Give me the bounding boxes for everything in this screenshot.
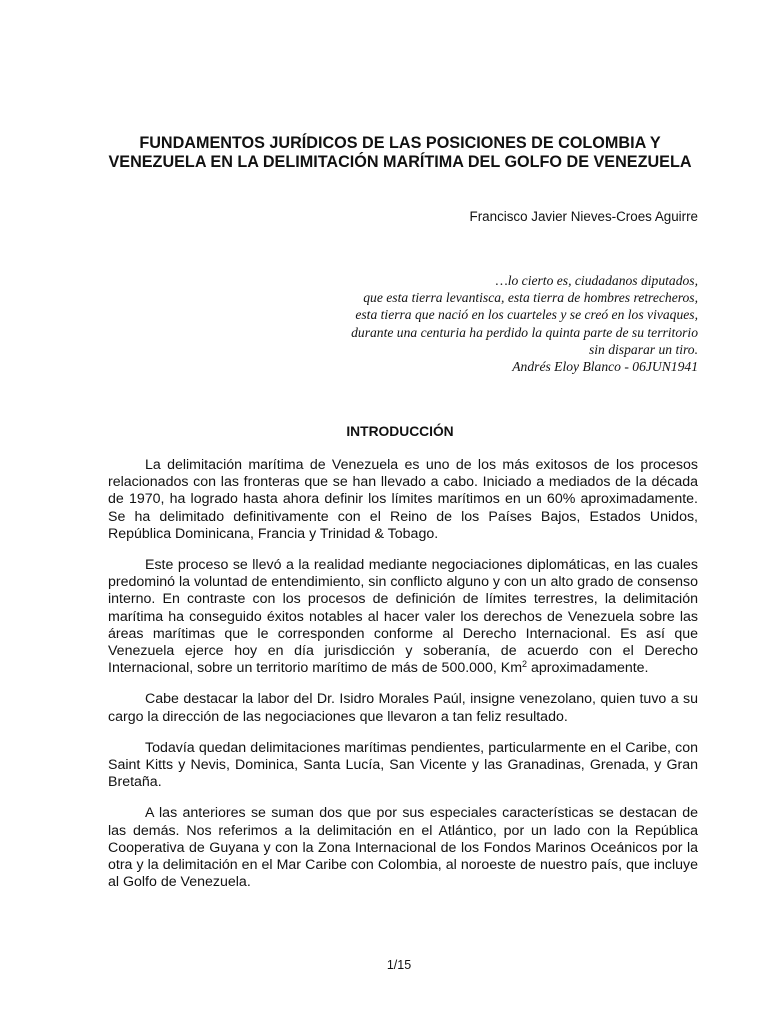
area-unit-exponent: 2 [522, 659, 528, 670]
epigraph-line: sin disparar un tiro. [588, 341, 698, 357]
epigraph [198, 272, 698, 375]
epigraph-line: esta tierra que nació en los cuarteles y se creó en los vivaques, [355, 307, 698, 323]
section-heading: INTRODUCCIÓN [346, 424, 454, 439]
body-text [108, 457, 698, 905]
epigraph-line: …lo cierto es, ciudadanos diputados, [495, 273, 698, 288]
paragraph: La delimitación marítima de Venezuela es uno de los más exitosos de los procesos relacionados con las fronteras que se han llevado a cabo. Iniciado a mediados de la década de 1970, ha logrado hasta ahora definir los límites marítimos en un 60% aproximadamente. Se ha delimitado definitivamente con el Reino de los Países Bajos, Estados Unidos, República Dominicana, Francia y Trinidad & Tobago. [108, 457, 698, 542]
page-number: 1/15 [386, 958, 412, 972]
paragraph: A las anteriores se suman dos que por sus especiales características se destacan de las demás. Nos referimos a la delimitación en el Atlántico, por un lado con la República Cooperativa de Guyana y con la Zona Internacional de los Fondos Marinos Oceánicos por la otra y la delimitación en el Mar Caribe con Colombia, al noroeste de nuestro país, que incluye al Golfo de Venezuela. [108, 805, 698, 891]
epigraph-line: durante una centuria ha perdido la quinta parte de su territorio [351, 324, 698, 340]
paragraph [108, 557, 698, 677]
epigraph-line: que esta tierra levantisca, esta tierra de hombres retrecheros, [363, 290, 698, 306]
paragraph-text: Este proceso se llevó a la realidad mediante negociaciones diplomáticas, en las cuales predominó la voluntad de entendimiento, sin conflicto alguno y con un alto grado de consenso interno. En contraste con los procesos de definición de límites terrestres, la delimitación marítima ha conseguido éxitos notables al hacer valer los derechos de Venezuela sobre las áreas marítimas que le corresponden conforme al Derecho Internacional. Es así que Venezuela ejerce hoy en día jurisdicción y soberanía, de acuerdo con el Derecho Internacional, sobre un territorio marítimo de más de 500.000, [108, 557, 698, 677]
area-unit [501, 660, 527, 676]
area-unit-base: Km [500, 660, 523, 677]
paragraph: Cabe destacar la labor del Dr. Isidro Morales Paúl, insigne venezolano, quien tuvo a su cargo la dirección de las negociaciones que llevaron a tan feliz resultado. [108, 691, 698, 725]
author-name: Francisco Javier Nieves-Croes Aguirre [469, 209, 698, 224]
document-title: FUNDAMENTOS JURÍDICOS DE LAS POSICIONES DE COLOMBIA Y VENEZUELA EN LA DELIMITACIÓN MARÍTIMA DEL GOLFO DE VENEZUELA [108, 134, 692, 171]
epigraph-attribution: Andrés Eloy Blanco - 06JUN1941 [512, 359, 698, 375]
area-unit-suffix: aproximadamente. [531, 660, 649, 677]
paragraph: Todavía quedan delimitaciones marítimas pendientes, particularmente en el Caribe, con Saint Kitts y Nevis, Dominica, Santa Lucía, San Vicente y las Granadinas, Grenada, y Gran Bretaña. [108, 739, 698, 791]
